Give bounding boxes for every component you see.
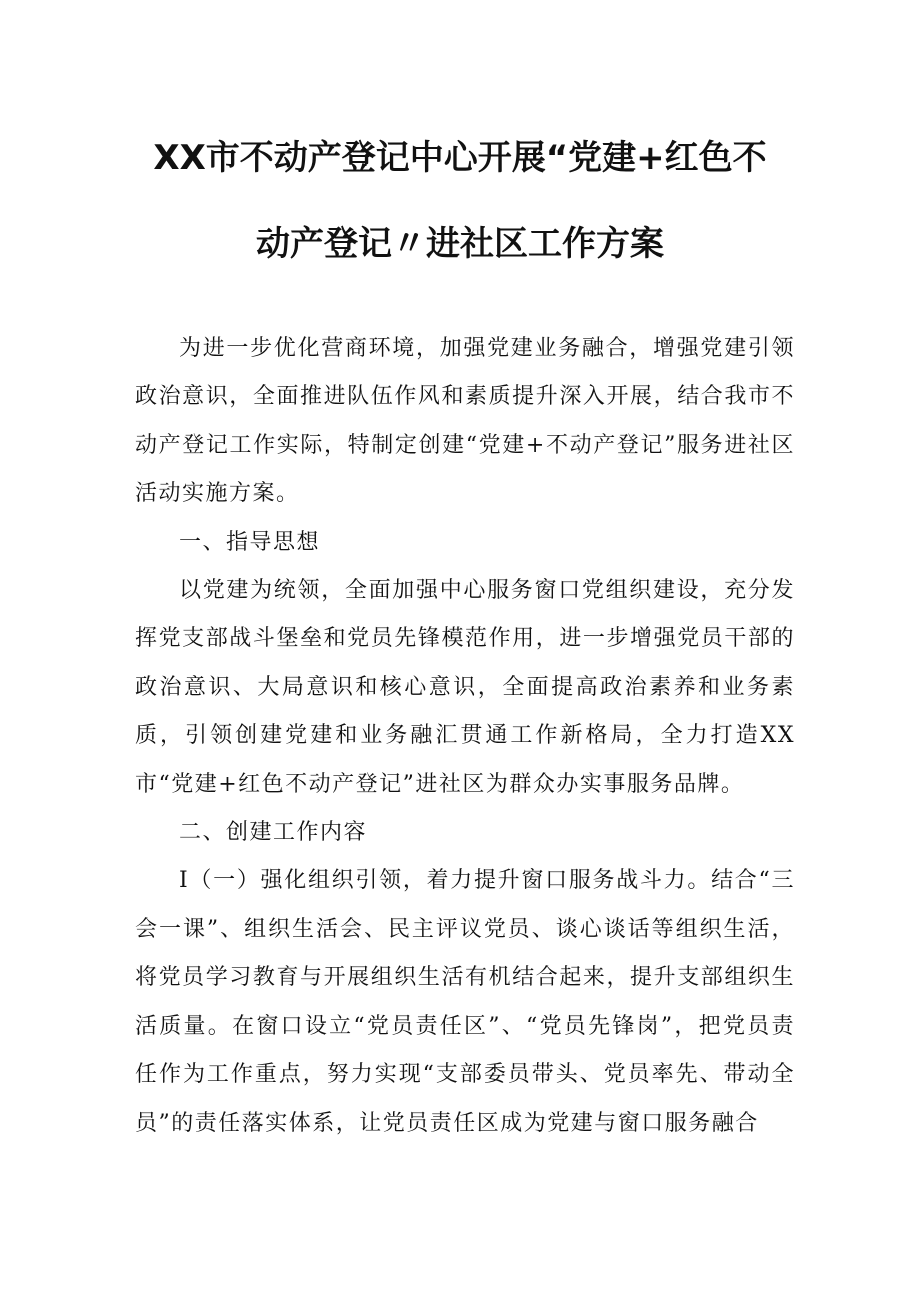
document-title-line-1: XX市不动产登记中心开展“党建+红色不 bbox=[153, 138, 767, 178]
work-content-item-1: I（一）强化组织引领，着力提升窗口服务战斗力。结合“三会一课”、组织生活会、民主评议党员、谈心谈话等组织生活，将党员学习教育与开展组织生活有机结合起来，提升支部组织生活质量。在窗口设立“党员责任区”、“党员先锋岗”，把党员责任作为工作重点，努力实现“支部委员带头、党员率先、带动全员”的责任落实体系，让党员责任区成为党建与窗口服务融合 bbox=[135, 868, 795, 1136]
document-body bbox=[135, 325, 795, 1148]
section-heading-guiding-ideology: 一、指导思想 bbox=[179, 529, 321, 555]
document-title-line-2: 动产登记〃进社区工作方案 bbox=[256, 224, 664, 264]
intro-paragraph: 为进一步优化营商环境，加强党建业务融合，增强党建引领政治意识，全面推进队伍作风和素质提升深入开展，结合我市不动产登记工作实际，特制定创建“党建+不动产登记”服务进社区活动实施方案。 bbox=[135, 336, 795, 507]
guiding-ideology-paragraph: 以党建为统领，全面加强中心服务窗口党组织建设，充分发挥党支部战斗堡垒和党员先锋模范作用，进一步增强党员干部的政治意识、大局意识和核心意识，全面提高政治素养和业务素质，引领创建党建和业务融汇贯通工作新格局，全力打造XX市“党建+红色不动产登记”进社区为群众办实事服务品牌。 bbox=[135, 578, 795, 797]
section-heading-work-content: 二、创建工作内容 bbox=[179, 820, 368, 846]
